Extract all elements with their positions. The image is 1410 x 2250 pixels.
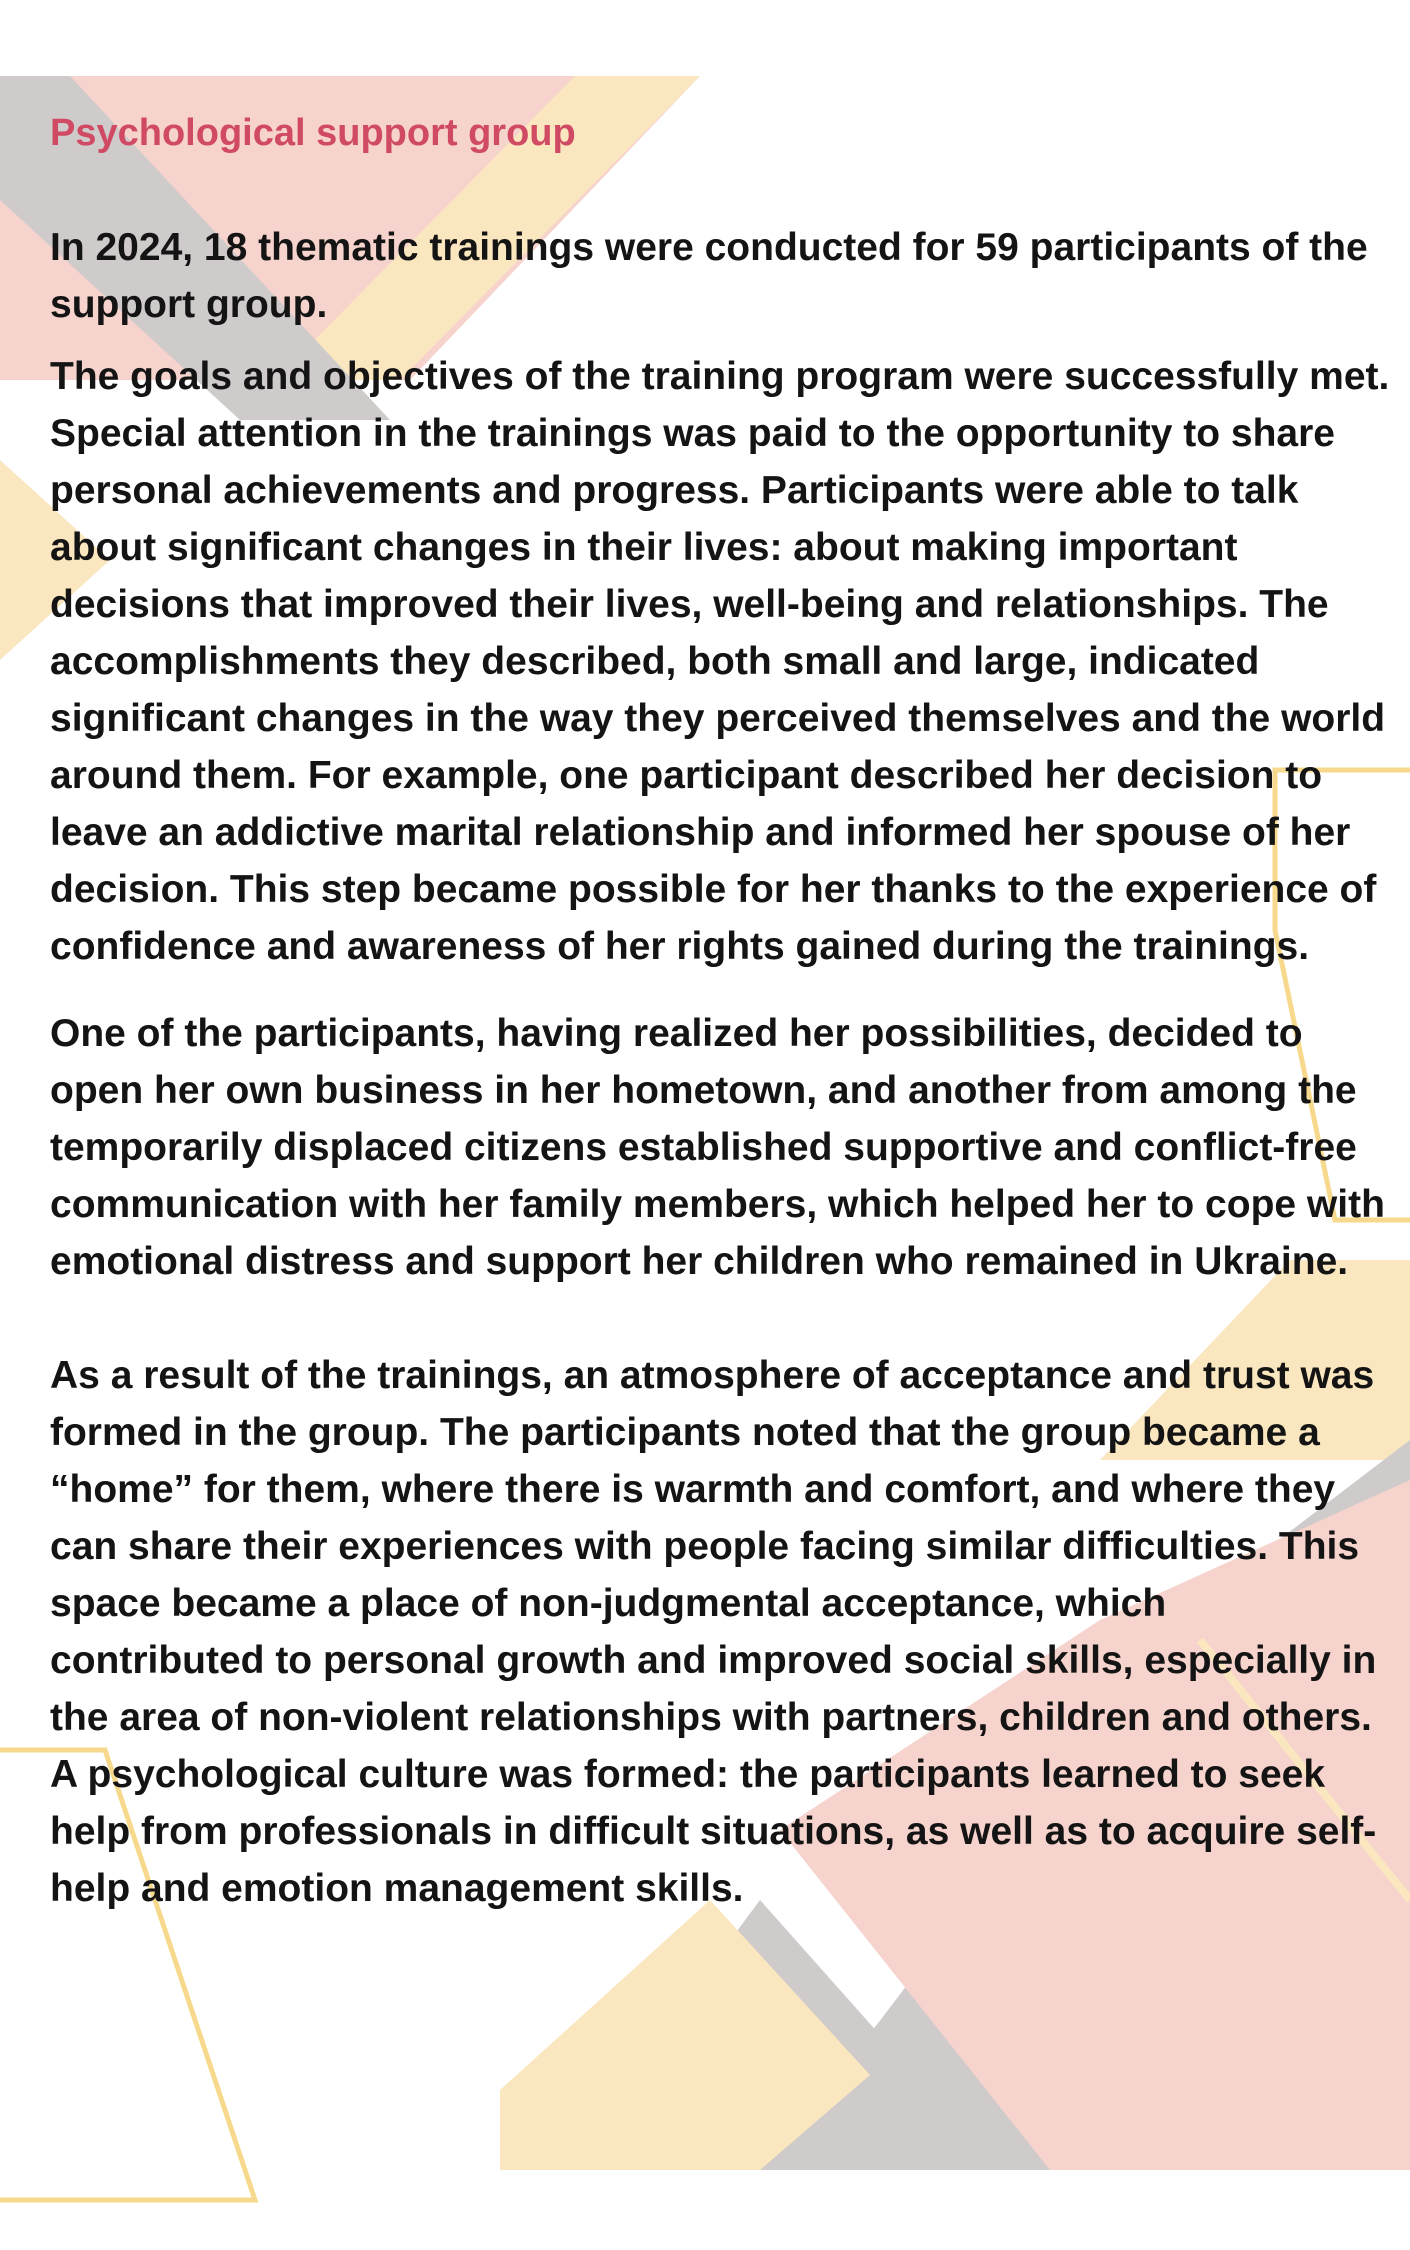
paragraph-results: As a result of the trainings, an atmosphere of acceptance and trust was formed in the group. The participants noted that the group became a “home” for them, where there is warmth and comfort, and where they can share their experiences with people facing similar difficulties. This space became a place of non-judgmental acceptance, which contributed to personal growth and improved social skills, especially in the area of non-violent relationships with partners, children and others. A psychological culture was formed: the participants learned to seek help from professionals in difficult situations, as well as to acquire self-help and emotion management skills. — [50, 1354, 1377, 1910]
page-title: Psychological support group — [50, 112, 576, 154]
paragraph-goals: The goals and objectives of the training program were successfully met. Special attention in the trainings was paid to the opportunity to share personal achievements and progress. Participants were able to talk about significant changes in their lives: about making important decisions that improved their lives, well-being and relationships. The accomplishments they described, both small and large, indicated significant changes in the way they perceived themselves and the world around them. For example, one participant described her decision to leave an addictive marital relationship and informed her spouse of her decision. This step became possible for her thanks to the experience of confidence and awareness of her rights gained during the trainings. — [50, 355, 1390, 968]
paragraph-trainings-summary: In 2024, 18 thematic trainings were conducted for 59 participants of the support group. — [50, 226, 1368, 326]
main-content — [50, 110, 1390, 1917]
paragraph-participants: One of the participants, having realized her possibilities, decided to open her own business in her hometown, and another from among the temporarily displaced citizens established supportive and conflict-free communication with her family members, which helped her to cope with emotional distress and support her children who remained in Ukraine. — [50, 1012, 1385, 1283]
